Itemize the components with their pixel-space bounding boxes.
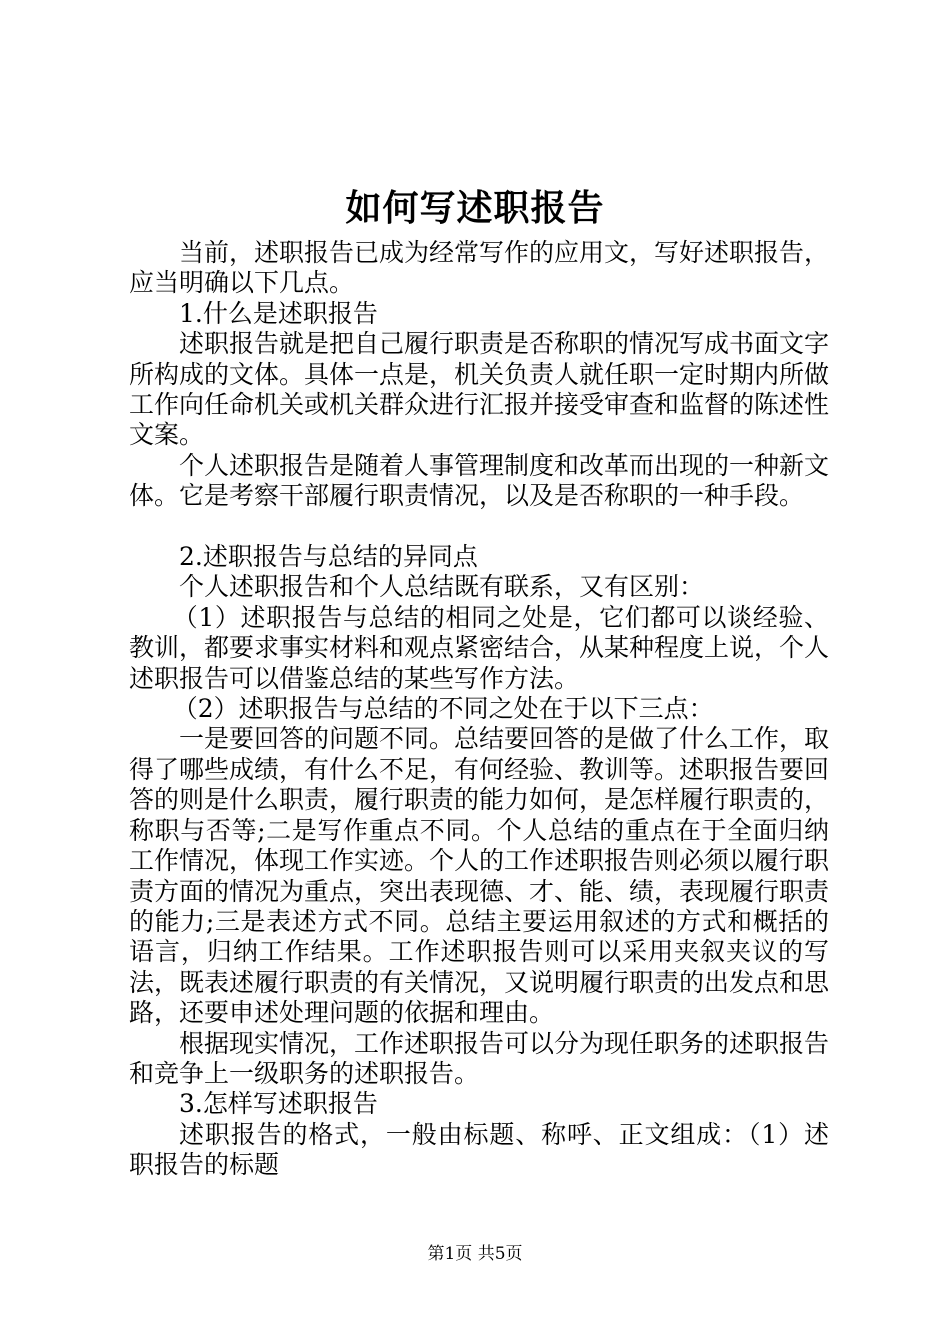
document-title: 如何写述职报告 bbox=[345, 187, 605, 229]
section-heading-2: 2.述职报告与总结的异同点 bbox=[179, 542, 478, 572]
paragraph-format: 述职报告的格式，一般由标题、称呼、正文组成：（1）述职报告的标题 bbox=[129, 1119, 829, 1180]
paragraph-spacer bbox=[129, 512, 829, 542]
section-heading-3: 3.怎样写述职报告 bbox=[179, 1089, 378, 1119]
paragraph-similarities: （1）述职报告与总结的相同之处是，它们都可以谈经验、教训，都要求事实材料和观点紧密结合，从某种程度上说，个人述职报告可以借鉴总结的某些写作方法。 bbox=[129, 602, 830, 693]
paragraph-relation: 个人述职报告和个人总结既有联系，又有区别： bbox=[179, 572, 705, 602]
document-body bbox=[129, 238, 829, 1181]
paragraph-definition: 述职报告就是把自己履行职责是否称职的情况写成书面文字所构成的文体。具体一点是，机关负责人就任职一定时期内所做工作向任命机关或机关群众进行汇报并接受审查和监督的陈述性文案。 bbox=[129, 329, 830, 450]
paragraph-intro: 当前，述职报告已成为经常写作的应用文，写好述职报告，应当明确以下几点。 bbox=[129, 238, 830, 298]
paragraph-differences: 一是要回答的问题不同。总结要回答的是做了什么工作，取得了哪些成绩，有什么不足，有何经验、教训等。述职报告要回答的则是什么职责，履行职责的能力如何，是怎样履行职责的，称职与否等;二是写作重点不同。个人总结的重点在于全面归纳工作情况，体现工作实迹。个人的工作述职报告则必须以履行职责方面的情况为重点，突出表现德、才、能、绩，表现履行职责的能力;三是表述方式不同。总结主要运用叙述的方式和概括的语言，归纳工作结果。工作述职报告则可以采用夹叙夹议的写法，既表述履行职责的有关情况，又说明履行职责的出发点和思路，还要申述处理问题的依据和理由。 bbox=[129, 724, 830, 1028]
paragraph-differences-heading: （2）述职报告与总结的不同之处在于以下三点： bbox=[172, 694, 714, 724]
paragraph-categories: 根据现实情况，工作述职报告可以分为现任职务的述职报告和竞争上一级职务的述职报告。 bbox=[129, 1028, 830, 1088]
paragraph-personal-report: 个人述职报告是随着人事管理制度和改革而出现的一种新文体。它是考察干部履行职责情况，以及是否称职的一种手段。 bbox=[129, 450, 830, 511]
section-heading-1: 1.什么是述职报告 bbox=[179, 298, 378, 328]
page-footer: 第1页 共5页 bbox=[427, 1244, 523, 1264]
